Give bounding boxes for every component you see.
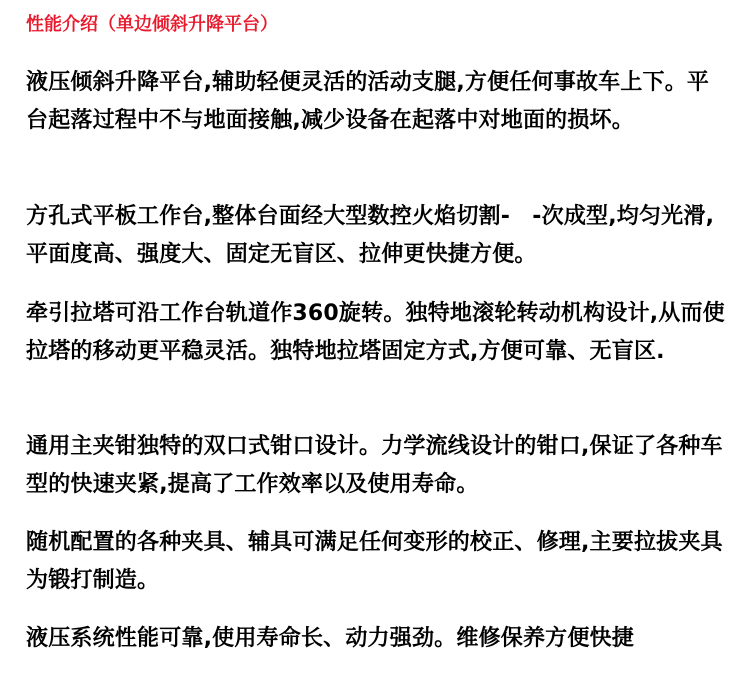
section-title: 性能介绍（单边倾斜升降平台） [26, 14, 278, 35]
paragraph-pulling-tower: 牵引拉塔可沿工作台轨道作360旋转。独特地滚轮转动机构设计,从而使拉塔的移动更平稳灵活。独特地拉塔固定方式,方便可靠、无盲区. [26, 301, 725, 364]
paragraph-hydraulic-system: 液压系统性能可靠,使用寿命长、动力强劲。维修保养方便快捷 [26, 626, 634, 651]
paragraph-accessories: 随机配置的各种夹具、辅具可满足任何变形的校正、修理,主要拉拔夹具为锻打制造。 [26, 530, 723, 593]
paragraph-main-clamp: 通用主夹钳独特的双口式钳口设计。力学流线设计的钳口,保证了各种车型的快速夹紧,提高了工作效率以及使用寿命。 [26, 434, 723, 497]
paragraph-lifting-platform: 液压倾斜升降平台,辅助轻便灵活的活动支腿,方便任何事故车上下。平台起落过程中不与地面接触,减少设备在起落中对地面的损坏。 [26, 70, 710, 133]
paragraph-work-table: 方孔式平板工作台,整体台面经大型数控火焰切割- -次成型,均匀光滑,平面度高、强度大、固定无盲区、拉伸更快捷方便。 [26, 204, 715, 267]
